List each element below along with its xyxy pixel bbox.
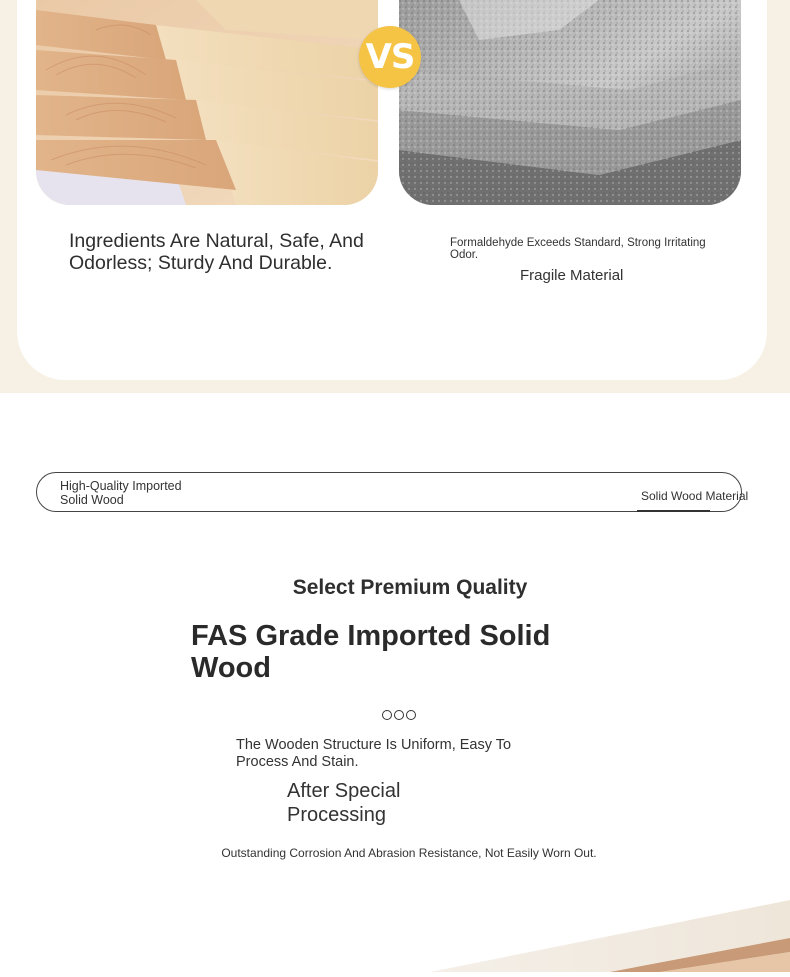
solid-wood-caption: Ingredients Are Natural, Safe, And Odorless; Sturdy And Durable. — [69, 230, 364, 274]
decorative-dots — [382, 710, 416, 720]
section-title: FAS Grade Imported Solid Wood — [191, 620, 551, 684]
particle-board-subcaption: Fragile Material — [520, 267, 624, 284]
vs-badge: VS — [359, 26, 421, 88]
processing-heading: After Special Processing — [287, 780, 401, 826]
solid-wood-image — [36, 0, 378, 205]
dot-icon — [394, 710, 404, 720]
resistance-description: Outstanding Corrosion And Abrasion Resistance, Not Easily Worn Out. — [221, 846, 597, 860]
dot-icon — [382, 710, 392, 720]
section-subtitle: Select Premium Quality — [292, 576, 528, 599]
particle-board-caption: Formaldehyde Exceeds Standard, Strong Irritating Odor. — [450, 237, 706, 261]
particle-board-image — [399, 0, 741, 205]
tab-high-quality-imported-solid-wood[interactable]: High-Quality Imported Solid Wood — [60, 479, 182, 507]
active-tab-indicator — [637, 510, 710, 512]
dot-icon — [406, 710, 416, 720]
tab-solid-wood-material[interactable]: Solid Wood Material — [641, 489, 749, 503]
structure-description: The Wooden Structure Is Uniform, Easy To Process And Stain. — [236, 737, 512, 770]
wood-decoration-image — [430, 900, 790, 977]
